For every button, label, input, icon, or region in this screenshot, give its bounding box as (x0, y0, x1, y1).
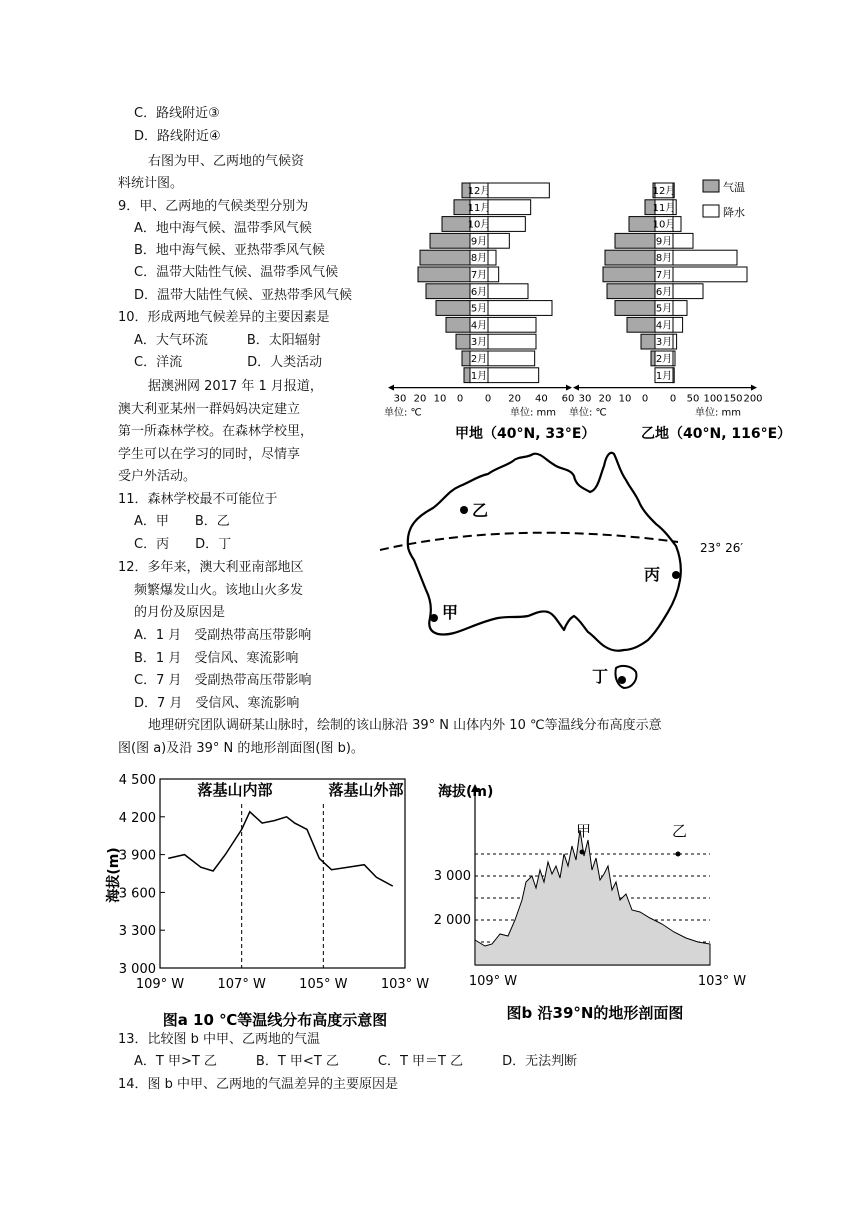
month-label-6: 6月 (655, 286, 673, 298)
month-label-6: 6月 (470, 286, 488, 298)
temp-bar-5 (436, 301, 470, 316)
x-tick-label: 109° W (468, 974, 518, 989)
temp-unit: 单位: ℃ (384, 407, 422, 419)
q9-option-a: A．地中海气候、温带季风气候 (134, 221, 312, 236)
question-12-line-2: 频繁爆发山火。该地山火多发 (134, 583, 304, 598)
question-10: 10．形成两地气候差异的主要因素是 (118, 310, 330, 325)
q11-options-cd: C．丙 D．丁 (134, 537, 232, 552)
month-label-7: 7月 (470, 270, 488, 281)
precip-bar-3 (673, 334, 677, 349)
month-label-2: 2月 (655, 354, 673, 365)
region-inside-label: 落基山内部 (197, 781, 273, 799)
temp-bar-3 (456, 334, 470, 349)
figure-a-title: 图a 10 ℃等温线分布高度示意图 (162, 1011, 388, 1029)
month-label-12: 12月 (652, 186, 676, 197)
passage-line-3: 第一所森林学校。在森林学校里， (118, 424, 314, 439)
month-label-5: 5月 (655, 303, 673, 315)
month-label-11: 11月 (467, 202, 491, 214)
temp-bar-3 (641, 334, 655, 349)
temp-bar-8 (605, 250, 655, 265)
precip-bar-11 (488, 200, 531, 215)
isotherm-line (168, 812, 393, 886)
y-tick-label: 2 000 (433, 913, 471, 928)
q12-option-d: D．7 月 受信风、寒流影响 (134, 696, 300, 711)
month-label-3: 3月 (470, 337, 488, 349)
precip-bar-10 (488, 217, 525, 232)
precip-bar-12 (488, 183, 549, 198)
month-label-7: 7月 (655, 270, 673, 281)
temp-bar-2 (462, 351, 470, 366)
question-13: 13．比较图 b 中甲、乙两地的气温 (118, 1032, 321, 1047)
temp-bar-8 (420, 250, 470, 265)
month-label-12: 12月 (467, 186, 491, 197)
y-axis-label: 海拔(m) (106, 847, 122, 903)
month-label-1: 1月 (470, 370, 488, 382)
temp-bar-6 (426, 284, 470, 299)
temp-bar-4 (446, 317, 470, 332)
temp-bar-1 (464, 368, 470, 383)
temp-bar-10 (629, 217, 655, 232)
q10-options-ab: A．大气环流 B．太阳辐射 (134, 333, 321, 348)
figure-b-title: 图b 沿39°N的地形剖面图 (506, 1004, 684, 1022)
temp-tick: 30 (578, 393, 592, 405)
precip-bar-9 (673, 233, 693, 248)
legend-temp: 气温 (723, 181, 745, 194)
precip-tick: 50 (686, 393, 700, 405)
passage-line-2: 澳大利亚某州一群妈妈决定建立 (118, 402, 301, 417)
x-tick-label: 103° W (697, 974, 747, 989)
month-label-9: 9月 (470, 236, 488, 248)
month-label-2: 2月 (470, 354, 488, 365)
y-tick-label: 3 900 (118, 848, 156, 864)
temp-tick: 30 (393, 393, 407, 405)
point-bing-marker (672, 571, 680, 579)
month-label-9: 9月 (655, 236, 673, 248)
precip-bar-7 (488, 267, 499, 282)
jia-caption: 甲地（40°N, 33°E） (455, 426, 596, 442)
q12-option-a: A．1 月 受副热带高压带影响 (134, 628, 312, 643)
month-label-10: 10月 (652, 219, 676, 231)
precip-bar-5 (673, 301, 687, 316)
point-ding-marker (618, 676, 626, 684)
temp-tick: 0 (641, 393, 649, 405)
tropic-label: 23° 26′ (700, 541, 744, 555)
option-d-route4: D．路线附近④ (134, 129, 221, 144)
precip-tick: 150 (723, 393, 743, 405)
precip-bar-2 (488, 351, 535, 366)
point-yi-label: 乙 (672, 822, 688, 840)
precip-tick: 60 (561, 393, 575, 405)
precip-bar-3 (488, 334, 536, 349)
temp-bar-7 (603, 267, 655, 282)
precip-unit: 单位: mm (695, 407, 742, 419)
australia-map (378, 446, 778, 696)
q11-options-ab: A．甲 B．乙 (134, 514, 230, 529)
mountain-passage-2: 图(图 a)及沿 39° N 的地形剖面图(图 b)。 (118, 741, 364, 756)
point-ding-label: 丁 (592, 667, 609, 686)
q13-options: A．T 甲>T 乙 B．T 甲<T 乙 C．T 甲＝T 乙 D．无法判断 (134, 1054, 578, 1069)
x-tick-label: 103° W (380, 977, 430, 992)
question-11: 11．森林学校最不可能位于 (118, 492, 278, 507)
q12-option-b: B．1 月 受信风、寒流影响 (134, 651, 299, 666)
y-tick-label: 3 000 (433, 869, 471, 884)
precip-bar-9 (488, 233, 509, 248)
legend-precip: 降水 (723, 206, 745, 219)
temp-bar-2 (651, 351, 655, 366)
point-jia-marker (430, 614, 438, 622)
precip-unit: 单位: mm (510, 407, 557, 419)
precip-bar-6 (673, 284, 703, 299)
figure-a-frame (160, 779, 405, 968)
question-14: 14．图 b 中甲、乙两地的气温差异的主要原因是 (118, 1077, 399, 1092)
precip-bar-4 (488, 317, 536, 332)
precip-tick: 40 (534, 393, 548, 405)
temp-bar-7 (418, 267, 470, 282)
temp-unit: 单位: ℃ (569, 407, 607, 419)
x-tick-label: 107° W (217, 977, 266, 992)
climate-charts (384, 172, 792, 452)
temp-tick: 10 (433, 393, 447, 405)
temp-bar-5 (615, 301, 655, 316)
precip-tick: 20 (508, 393, 522, 405)
question-9: 9．甲、乙两地的气候类型分别为 (118, 199, 309, 214)
precip-bar-7 (673, 267, 747, 282)
precip-tick: 200 (743, 393, 763, 405)
yi-caption: 乙地（40°N, 116°E） (641, 426, 792, 442)
x-tick-label: 105° W (299, 977, 348, 992)
y-tick-label: 4 200 (118, 810, 156, 826)
figure-a (100, 765, 430, 1035)
y-axis-label: 海拔(m) (438, 784, 494, 800)
legend-precip-swatch (703, 205, 719, 217)
month-label-11: 11月 (652, 202, 676, 214)
precip-tick: 0 (669, 393, 677, 405)
month-label-3: 3月 (655, 337, 673, 349)
question-12: 12．多年来，澳大利亚南部地区 (118, 560, 304, 575)
month-label-5: 5月 (470, 303, 488, 315)
q9-option-b: B．地中海气候、亚热带季风气候 (134, 243, 325, 258)
point-jia-marker (580, 850, 585, 855)
precip-bar-4 (673, 317, 683, 332)
precip-tick: 100 (703, 393, 723, 405)
passage-line-4: 学生可以在学习的同时，尽情享 (118, 447, 301, 462)
y-tick-label: 3 600 (118, 886, 156, 902)
temp-bar-9 (615, 233, 655, 248)
tropic-line (380, 533, 678, 550)
temp-tick: 0 (456, 393, 464, 405)
month-label-8: 8月 (470, 253, 488, 265)
region-outside-label: 落基山外部 (328, 781, 404, 799)
month-label-1: 1月 (655, 370, 673, 382)
x-tick-label: 109° W (135, 977, 185, 992)
y-tick-label: 4 500 (118, 773, 156, 788)
y-tick-label: 3 300 (118, 924, 156, 940)
precip-bar-8 (488, 250, 496, 265)
climate-intro-1: 右图为甲、乙两地的气候资 (148, 154, 305, 169)
temp-tick: 10 (618, 393, 632, 405)
passage-line-1: 据澳洲网 2017 年 1 月报道， (148, 379, 323, 394)
jia-climate-chart (384, 183, 574, 419)
option-c-route3: C．路线附近③ (134, 106, 220, 121)
q10-options-cd: C．洋流 D．人类活动 (134, 355, 323, 370)
month-label-4: 4月 (655, 320, 673, 332)
point-yi-marker (460, 506, 468, 514)
q9-option-d: D．温带大陆性气候、亚热带季风气候 (134, 288, 353, 303)
precip-bar-8 (673, 250, 737, 265)
q9-option-c: C．温带大陆性气候、温带季风气候 (134, 265, 339, 280)
point-jia-label: 甲 (576, 822, 592, 840)
climate-intro-2: 料统计图。 (118, 176, 184, 191)
temp-bar-6 (607, 284, 655, 299)
temp-bar-9 (430, 233, 470, 248)
mountain-passage-1: 地理研究团队调研某山脉时，绘制的该山脉沿 39° N 山体内外 10 ℃等温线分布高度示意 (148, 718, 662, 733)
point-yi-label: 乙 (472, 501, 489, 520)
precip-bar-6 (488, 284, 528, 299)
figure-b (430, 770, 760, 1030)
point-jia-label: 甲 (442, 603, 459, 622)
point-yi-marker (676, 852, 681, 857)
q12-option-c: C．7 月 受副热带高压带影响 (134, 673, 312, 688)
legend-temp-swatch (703, 180, 719, 192)
temp-tick: 20 (413, 393, 427, 405)
temp-tick: 20 (598, 393, 612, 405)
y-tick-label: 3 000 (118, 962, 156, 977)
temp-bar-10 (442, 217, 470, 232)
point-bing-label: 丙 (644, 565, 661, 584)
passage-line-5: 受户外活动。 (118, 469, 197, 484)
precip-bar-1 (488, 368, 539, 383)
question-12-line-3: 的月份及原因是 (134, 605, 226, 620)
precip-tick: 0 (484, 393, 492, 405)
temp-bar-4 (627, 317, 655, 332)
tasmania-outline (615, 666, 636, 688)
precip-bar-5 (488, 301, 552, 316)
month-label-8: 8月 (655, 253, 673, 265)
month-label-10: 10月 (467, 219, 491, 231)
month-label-4: 4月 (470, 320, 488, 332)
